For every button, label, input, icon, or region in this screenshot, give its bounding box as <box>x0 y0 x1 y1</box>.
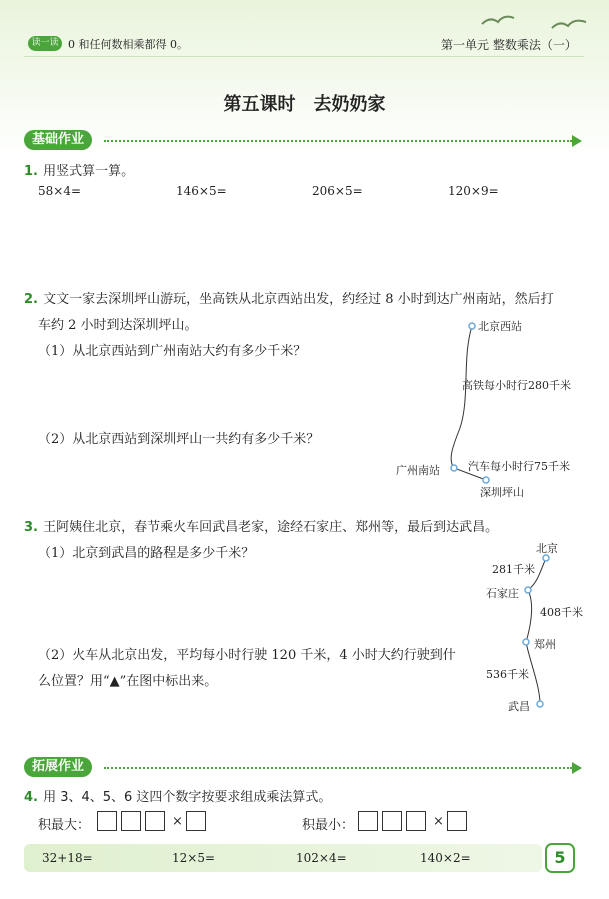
q1-prompt: 用竖式算一算。 <box>43 164 135 179</box>
q3-city-a: 北京 <box>536 542 558 555</box>
city-dot <box>537 701 543 707</box>
q4-header <box>24 786 331 805</box>
q4-max-label: 积最大： <box>38 818 91 833</box>
tip-text: 0 和任何数相乘都得 0。 <box>68 38 188 51</box>
q4-max-digit-box-4[interactable] <box>186 811 206 831</box>
q2-station-c: 深圳坪山 <box>480 486 524 499</box>
page-number: 5 <box>545 843 575 873</box>
q1-item-2: 146×5= <box>176 184 227 198</box>
station-dot <box>469 323 475 329</box>
q2-station-b: 广州南站 <box>396 464 440 477</box>
q3-sub-1: （1）北京到武昌的路程是多少千米？ <box>38 546 255 561</box>
q4-max-digit-box-2[interactable] <box>121 811 141 831</box>
q1-item-3: 206×5= <box>312 184 363 198</box>
q3-dist-3: 536千米 <box>486 668 529 681</box>
q4-max-digit-box-3[interactable] <box>145 811 165 831</box>
header-divider <box>24 56 584 57</box>
tip-badge: 读一读 <box>28 36 62 51</box>
station-dot <box>483 477 489 483</box>
section-basic-arrow-icon <box>572 135 582 147</box>
q1-item-4: 120×9= <box>448 184 499 198</box>
unit-title: 第一单元 整数乘法（一） <box>441 38 577 52</box>
footer-drill-3: 102×4= <box>296 851 347 865</box>
footer-drill-2: 12×5= <box>172 851 216 865</box>
footer-drill-1: 32+18= <box>42 851 93 865</box>
q2-sub-1: （1）从北京西站到广州南站大约有多少千米？ <box>38 344 307 359</box>
q1-header <box>24 160 134 179</box>
q4-prompt: 用 3、4、5、6 这四个数字按要求组成乘法算式。 <box>43 790 332 805</box>
city-dot <box>525 587 531 593</box>
q2-speed-2: 汽车每小时行75千米 <box>468 460 570 473</box>
birds-decoration <box>470 8 600 38</box>
q1-number: 1. <box>24 164 38 179</box>
q3-city-b: 石家庄 <box>486 587 519 600</box>
q4-min-label: 积最小： <box>302 818 355 833</box>
q2-line-1 <box>24 288 594 307</box>
q4-min-digit-box-3[interactable] <box>406 811 426 831</box>
section-extend-arrow-icon <box>572 762 582 774</box>
section-basic-tab: 基础作业 <box>24 130 92 150</box>
q4-max-digit-box-1[interactable] <box>97 811 117 831</box>
city-dot <box>523 639 529 645</box>
q3-line-1 <box>24 516 594 535</box>
q4-number: 4. <box>24 790 38 805</box>
q4-min-digit-box-4[interactable] <box>447 811 467 831</box>
q4-min-digit-box-2[interactable] <box>382 811 402 831</box>
section-extend-tab: 拓展作业 <box>24 757 92 777</box>
q2-text-2: 车约 2 小时到达深圳坪山。 <box>38 318 198 333</box>
q3-city-d: 武昌 <box>508 700 530 713</box>
lesson-title: 第五课时 去奶奶家 <box>223 94 386 115</box>
q3-text-1: 王阿姨住北京，春节乘火车回武昌老家，途经石家庄、郑州等，最后到达武昌。 <box>43 520 499 535</box>
q3-city-c: 郑州 <box>534 638 556 651</box>
q2-number: 2. <box>24 292 38 307</box>
q3-number: 3. <box>24 520 38 535</box>
q2-sub-2: （2）从北京西站到深圳坪山一共约有多少千米？ <box>38 432 320 447</box>
station-dot <box>451 465 457 471</box>
section-basic-line <box>104 140 572 142</box>
q2-text-1: 文文一家去深圳坪山游玩，坐高铁从北京西站出发，约经过 8 小时到达广州南站，然后打 <box>43 292 554 307</box>
q4-max-times-sign: × <box>172 814 183 829</box>
footer-drill-4: 140×2= <box>420 851 471 865</box>
q2-speed-1: 高铁每小时行280千米 <box>462 379 571 392</box>
q1-item-1: 58×4= <box>38 184 82 198</box>
q3-dist-1: 281千米 <box>492 563 535 576</box>
q3-sub-2-line-1: （2）火车从北京出发，平均每小时行驶 120 千米，4 小时大约行驶到什 <box>38 648 456 663</box>
q2-station-a: 北京西站 <box>478 320 522 333</box>
q4-min-times-sign: × <box>433 814 444 829</box>
section-extend-line <box>104 767 572 769</box>
q3-dist-2: 408千米 <box>540 606 583 619</box>
q3-sub-2-line-2: 么位置？用“▲”在图中标出来。 <box>38 674 218 689</box>
q4-min-digit-box-1[interactable] <box>358 811 378 831</box>
